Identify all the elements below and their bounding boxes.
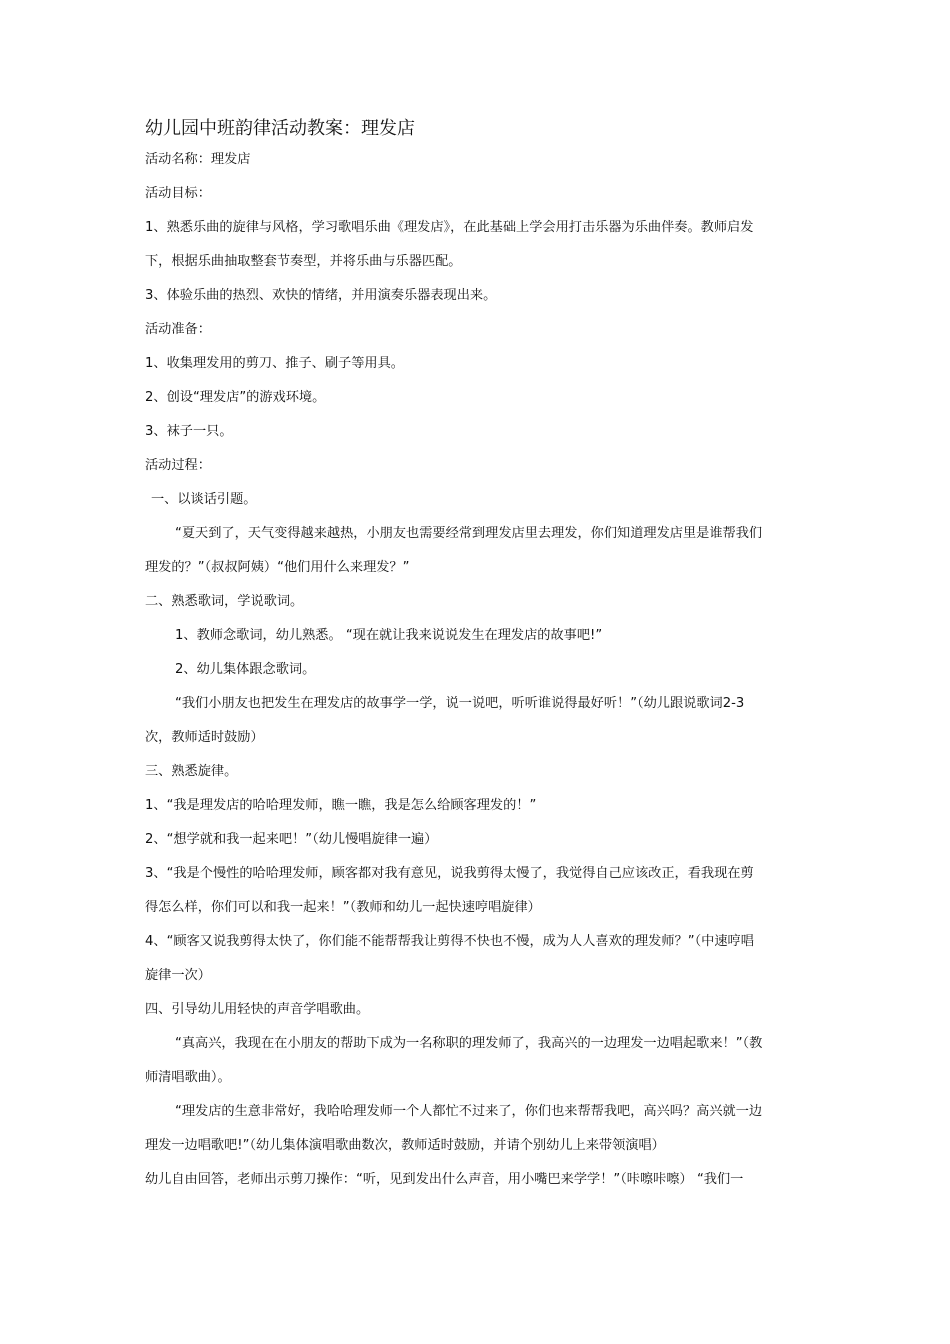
section-4-paragraph-2-line-2: 理发一边唱歌吧!”（幼儿集体演唱歌曲数次，教师适时鼓励，并请个别幼儿上来带领演唱）: [145, 1138, 665, 1153]
preparation-1-line: 1、收集理发用的剪刀、推子、刷子等用具。: [145, 356, 404, 371]
preparation-3-line: 3、袜子一只。: [145, 424, 233, 439]
section-3-item-4-line-1: 4、“顾客又说我剪得太快了，你们能不能帮帮我让剪得不快也不慢，成为人人喜欢的理发师？”（中速哼唱: [145, 934, 754, 949]
section-4-paragraph-2-line-1: “理发店的生意非常好，我哈哈理发师一个人都忙不过来了，你们也来帮帮我吧，高兴吗？高兴就一边: [175, 1104, 763, 1119]
goal-1-line-2: 下，根据乐曲抽取整套节奏型，并将乐曲与乐器匹配。: [145, 254, 462, 269]
section-1-paragraph-line-1: “夏天到了，天气变得越来越热，小朋友也需要经常到理发店里去理发，你们知道理发店里是谁帮我们: [175, 526, 763, 541]
activity-name-line: 活动名称：理发店: [145, 152, 251, 167]
section-3-heading: 三、熟悉旋律。: [145, 764, 238, 779]
section-3-item-4-line-2: 旋律一次）: [145, 968, 211, 983]
section-3-item-3-line-1: 3、“我是个慢性的哈哈理发师，顾客都对我有意见，说我剪得太慢了，我觉得自己应该改正，看我现在剪: [145, 866, 754, 881]
section-2-heading: 二、熟悉歌词，学说歌词。: [145, 594, 304, 609]
section-2-paragraph-line-1: “我们小朋友也把发生在理发店的故事学一学，说一说吧，听听谁说得最好听！”（幼儿跟说歌词2-3: [175, 696, 745, 711]
free-answer-line: 幼儿自由回答，老师出示剪刀操作：“听，见到发出什么声音，用小嘴巴来学学！”（咔嚓咔嚓） “我们一: [145, 1172, 744, 1187]
section-1-paragraph-line-2: 理发的？”（叔叔阿姨）“他们用什么来理发？”: [145, 560, 410, 575]
process-heading: 活动过程：: [145, 458, 211, 473]
section-3-item-1: 1、“我是理发店的哈哈理发师，瞧一瞧，我是怎么给顾客理发的！”: [145, 798, 537, 813]
preparation-heading: 活动准备：: [145, 322, 211, 337]
preparation-2-line: 2、创设“理发店”的游戏环境。: [145, 390, 326, 405]
section-4-paragraph-1-line-1: “真高兴，我现在在小朋友的帮助下成为一名称职的理发师了，我高兴的一边理发一边唱起歌来！”（教: [175, 1036, 763, 1051]
section-3-item-3-line-2: 得怎么样，你们可以和我一起来！”（教师和幼儿一起快速哼唱旋律）: [145, 900, 541, 915]
section-2-paragraph-line-2: 次，教师适时鼓励）: [145, 730, 264, 745]
goal-1-line-1: 1、熟悉乐曲的旋律与风格，学习歌唱乐曲《理发店》，在此基础上学会用打击乐器为乐曲伴奏。教师启发: [145, 220, 754, 235]
section-3-item-2: 2、“想学就和我一起来吧！”（幼儿慢唱旋律一遍）: [145, 832, 438, 847]
section-4-paragraph-1-line-2: 师清唱歌曲）。: [145, 1070, 231, 1085]
document-title: 幼儿园中班韵律活动教案：理发店: [145, 118, 415, 139]
section-1-heading: 一、以谈话引题。: [151, 492, 257, 507]
goal-3-line: 3、体验乐曲的热烈、欢快的情绪，并用演奏乐器表现出来。: [145, 288, 497, 303]
section-2-step-2: 2、幼儿集体跟念歌词。: [175, 662, 316, 677]
section-2-step-1: 1、教师念歌词，幼儿熟悉。 “现在就让我来说说发生在理发店的故事吧!”: [175, 628, 603, 643]
section-4-heading: 四、引导幼儿用轻快的声音学唱歌曲。: [145, 1002, 370, 1017]
goals-heading: 活动目标：: [145, 186, 211, 201]
document-page: [145, 0, 810, 1344]
